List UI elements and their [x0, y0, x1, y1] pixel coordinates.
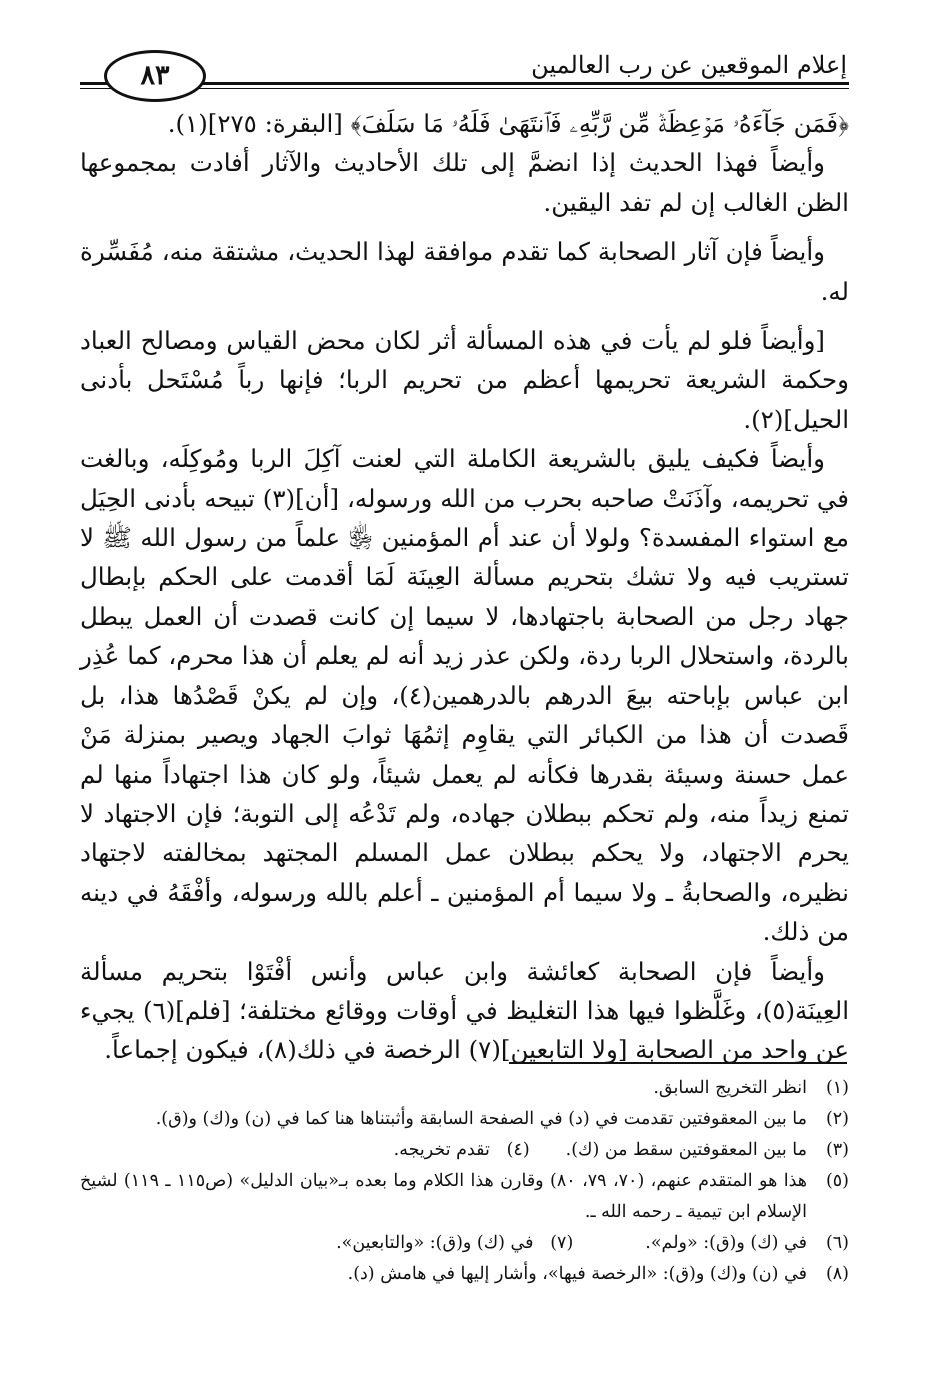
- paragraph-shariah-argument: وأيضاً فكيف يليق بالشريعة الكاملة التي لعنت آكِلَ الربا ومُوكِلَه، وبالغت في تحريمه، وآذَنَتْ صاحبه بحرب من الله ورسوله، [أن](٣) تبيحه بأدنى الحِيَل مع استواء المفسدة؟ ولولا أن عند أم المؤمنين ﵂ علماً من رسول الله ﷺ لا تستريب فيه ولا تشك بتحريم مسألة العِينَة لَمَا أقدمت على الحكم بإبطال جهاد رجل من الصحابة باجتهادها، لا سيما إن كانت قصدت أن العمل يبطل بالردة، واستحلال الربا ردة، ولكن عذر زيد أنه لم يعلم أن هذا محرم، كما عُذِر ابن عباس بإباحته بيعَ الدرهم بالدرهمين(٤)، وإن لم يكنْ قَصْدُها هذا، بل قَصدت أن هذا من الكبائر التي يقاوِم إثمُهَا ثوابَ الجهاد ويصير بمنزلة مَنْ عمل حسنة وسيئة بقدرها فكأنه لم يعمل شيئاً، ولو كان هذا اجتهاداً منها لم تمنع زيداً منه، ولم تحكم ببطلان جهاده، ولم تَدْعُه إلى التوبة؛ فإن الاجتهاد لا يحرم الاجتهاد، ولا يحكم ببطلان عمل المسلم المجتهد بمخالفته لاجتهاد نظيره، والصحابةُ ـ ولا سيما أم المؤمنين ـ أعلم بالله ورسوله، وأفْقَهُ في دينه من ذلك.: [80, 444, 850, 947]
- footnote-3-4: [80, 1135, 849, 1166]
- footnote-text: تقدم تخريجه.: [393, 1140, 490, 1160]
- footnote-text: في (ك) و(ق): «والتابعين».: [336, 1233, 534, 1253]
- footnote-text: في (ن) و(ك) و(ق): «الرخصة فيها»، وأشار إليها في هامش (د).: [347, 1264, 807, 1284]
- footnote-number: (٧): [550, 1233, 574, 1253]
- footnote-text: في (ك) و(ق): «ولم».: [645, 1233, 807, 1253]
- footnote-number: (٢): [825, 1109, 849, 1129]
- footnote-text: ما بين المعقوفتين تقدمت في (د) في الصفحة السابقة وأثبتناها هنا كما في (ن) و(ك) و(ق).: [155, 1109, 807, 1129]
- footnote-number: (٥): [825, 1171, 849, 1191]
- footnote-separator: [509, 1062, 847, 1064]
- footnote-number: (٨): [825, 1264, 849, 1284]
- paragraph-quran-verse: ﴿فَمَن جَآءَهُۥ مَوۡعِظَةٞ مِّن رَّبِّهِۦ فَٱنتَهَىٰ فَلَهُۥ مَا سَلَفَ﴾ [البقرة: ٢٧٥](١).: [167, 109, 849, 138]
- footnote-text: هذا هو المتقدم عنهم، (٧٠، ٧٩، ٨٠) وقارن هذا الكلام وما بعده بـ«بيان الدليل» (ص١١٥ ـ ١١٩) لشيخ الإسلام ابن تيمية ـ رحمه الله ـ.: [80, 1171, 807, 1222]
- footnote-2: [80, 1104, 849, 1135]
- main-text: [80, 104, 849, 1070]
- footnote-number: (١): [825, 1078, 849, 1098]
- running-head-title: إعلام الموقعين عن رب العالمين: [531, 51, 847, 79]
- footnote-8: [80, 1259, 849, 1290]
- footnotes: [80, 1073, 849, 1290]
- paragraph-hadith-support: وأيضاً فهذا الحديث إذا انضمَّ إلى تلك الأحاديث والآثار أفادت بمجموعها الظن الغالب إن لم تفد اليقين.: [80, 148, 849, 217]
- footnote-number: (٣): [825, 1140, 849, 1160]
- paragraph-ijma: وأيضاً فإن الصحابة كعائشة وابن عباس وأنس أفْتَوْا بتحريم مسألة العِينَة(٥)، وغَلَّظوا فيها هذا التغليظ في أوقات ووقائع مختلفة؛ [فلم](٦) يجيء عن واحد من الصحابة [ولا التابعين](٧) الرخصة في ذلك(٨)، فيكون إجماعاً.: [80, 956, 850, 1065]
- page-number: ٨٣: [104, 50, 206, 102]
- footnote-number: (٦): [825, 1233, 849, 1253]
- paragraph-companions-athar: وأيضاً فإن آثار الصحابة كما تقدم موافقة لهذا الحديث، مشتقة منه، مُفَسِّرة له.: [80, 237, 849, 306]
- footnote-text: انظر التخريج السابق.: [653, 1078, 807, 1098]
- footnote-number: (٤): [506, 1140, 530, 1160]
- footnote-1: [80, 1073, 849, 1104]
- footnote-5: [80, 1166, 849, 1228]
- paragraph-qiyas: [وأيضاً فلو لم يأت في هذه المسألة أثر لكان محض القياس ومصالح العباد وحكمة الشريعة تحريمها أعظم من تحريم الربا؛ فإنها رباً مُسْتَحل بأدنى الحيل](٢).: [80, 326, 849, 434]
- footnote-text: ما بين المعقوفتين سقط من (ك).: [565, 1140, 807, 1160]
- footnote-6-7: [80, 1228, 849, 1259]
